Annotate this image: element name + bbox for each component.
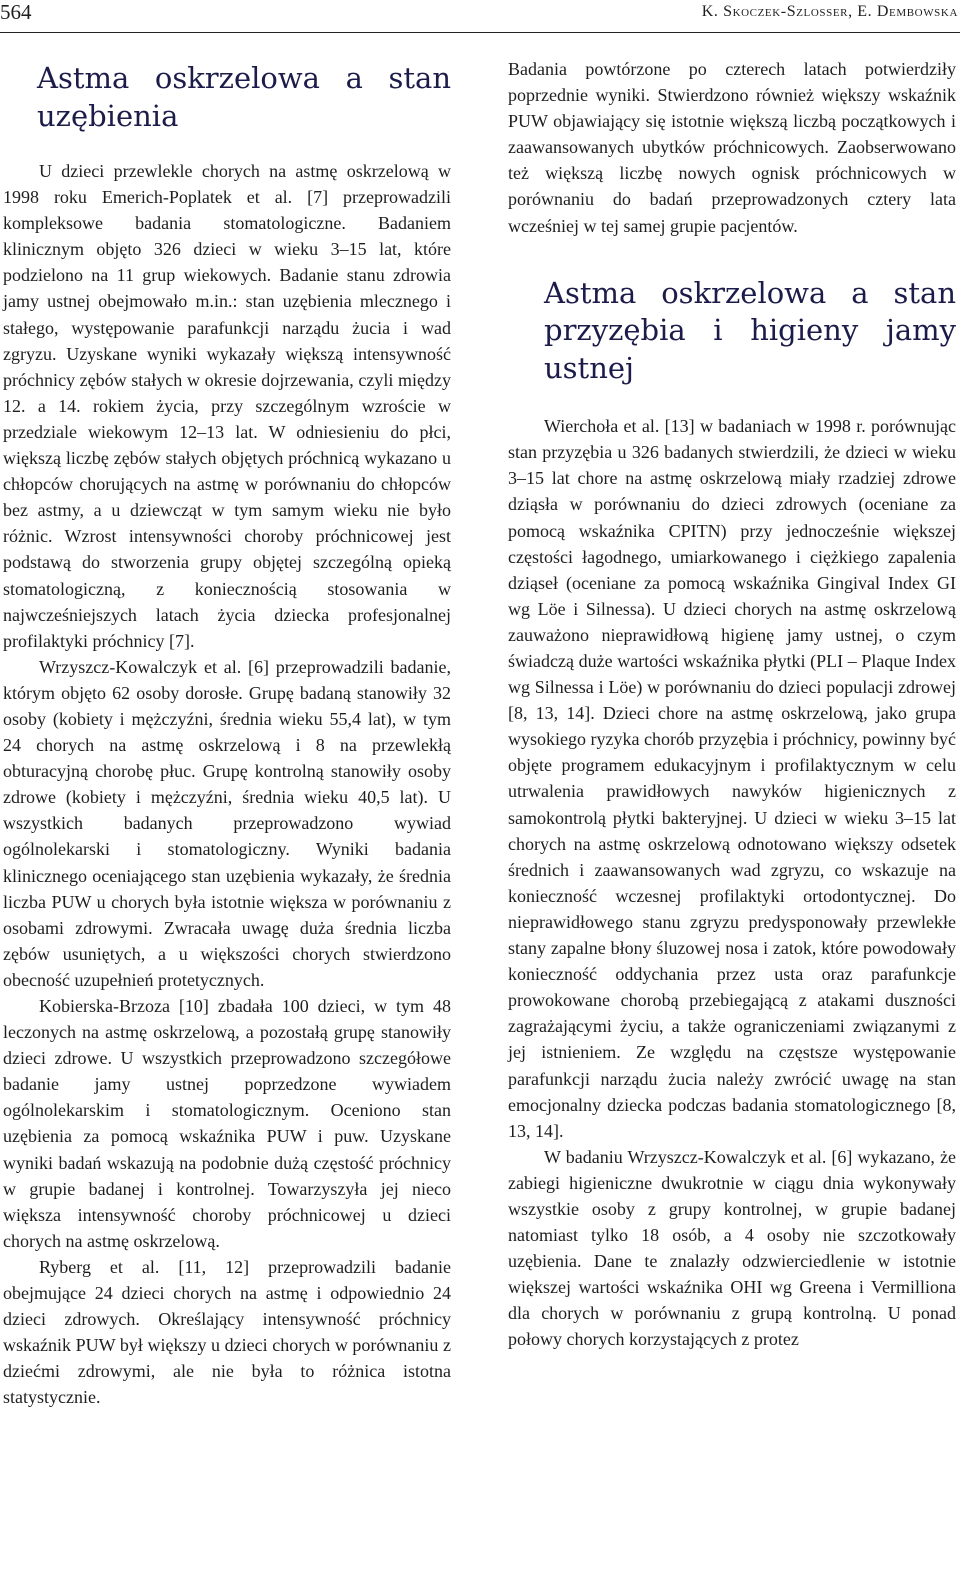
paragraph-continuation: Badania powtórzone po czterech latach potwierdziły poprzednie wyniki. Stwierdzono również większy wskaźnik PUW objawiający się istotnie większą liczbą początkowych i zaawansowanych ubytków próchnicowych. Zaobserwowano też większą liczbę nowych ognisk próchnicowych w porównaniu do badań przeprowadzonych cztery lata wcześniej w tej samej grupie pacjentów. bbox=[508, 59, 956, 236]
paragraph: Ryberg et al. [11, 12] przeprowadzili badanie obejmujące 24 dzieci chorych na astmę i odpowiednio 24 dzieci zdrowych. Określający intensywność próchnicy wskaźnik PUW był większy u dzieci chorych w porównaniu z dziećmi zdrowymi, ale nie była to różnica istotna statystycznie. bbox=[3, 1256, 451, 1408]
paragraph: U dzieci przewlekle chorych na astmę oskrzelową w 1998 roku Emerich-Poplatek et al. [7] przeprowadzili kompleksowe badania stomatologiczne. Badaniem klinicznym objęto 326 dzieci w wieku 3–15 lat, które podzielono na 11 grup wiekowych. Badanie stanu zdrowia jamy ustnej obejmowało m.in.: stan uzębienia mlecznego i stałego, występowanie parafunkcji narządu żucia i wad zgryzu. Uzyskane wyniki wykazały większą intensywność próchnicy zębów stałych w okresie dojrzewania, czyli między 12. a 14. rokiem życia, przy szczególnym wzroście w przedziale wiekowym 12–13 lat. W odniesieniu do płci, większą liczbę zębów stałych objętych próchnicą wykazano u chłopców chorujących na astmę w porównaniu do chłopców bez astmy, a u dziewcząt w tym samym wieku nie było różnic. Wzrost intensywności choroby próchnicowej jest podstawą do stworzenia grupy objętej szczególną opieką stomatologiczną, z koniecznością stosowania w najwcześniejszych latach życia dziecka profesjonalnej profilaktyki próchnicy [7]. bbox=[3, 161, 451, 651]
running-header bbox=[0, 0, 960, 32]
paragraph: Wrzyszcz-Kowalczyk et al. [6] przeprowadzili badanie, którym objęto 62 osoby dorosłe. Grupę badaną stanowiły 32 osoby (kobiety i mężczyźni, średnia wieku 55,4 lat), w tym 24 chorych na astmę oskrzelową i 8 na przewlekłą obturacyjną chorobę płuc. Grupę kontrolną stanowiły osoby zdrowe (kobiety i mężczyźni, średnia wieku 40,5 lat). U wszystkich badanych przeprowadzono wywiad ogólnolekarski i stomatologiczny. Wyniki badania klinicznego oceniającego stan uzębienia wykazały, że średnia liczba PUW u chorych była istotnie większa w porównaniu z osobami zdrowymi. Zwracała uwagę duża średnia liczba zębów usuniętych, a u większości chorych stwierdzono obecność uzupełnień protetycznych. bbox=[3, 656, 451, 990]
paragraph: W badaniu Wrzyszcz-Kowalczyk et al. [6] wykazano, że zabiegi higieniczne dwukrotnie w ciągu dnia wykonywały wszystkie osoby z grupy kontrolnej, w grupie badanej natomiast tylko 18 osób, a 4 osoby nie szczotkowały uzębienia. Dane te znalazły odzwierciedlenie w istotnie większej wartości wskaźnika OHI wg Greena i Vermilliona dla chorych w porównaniu z grupą kontrolną. U ponad połowy chorych korzystających z protez bbox=[508, 1146, 956, 1350]
paragraph: Wierchoła et al. [13] w badaniach w 1998 r. porównując stan przyzębia u 326 badanych stwierdzili, że dzieci w wieku 3–15 lat chore na astmę oskrzelową miały rzadziej zdrowe dziąsła w porównaniu do dzieci zdrowych (oceniane za pomocą wskaźnika CPITN) przy jednocześnie większej częstości łagodnego, umiarkowanego i ciężkiego zapalenia dziąseł (oceniane za pomocą wskaźnika Gingival Index GI wg Löe i Silnessa). U dzieci chorych na astmę oskrzelową zauważono nieprawidłową higienę jamy ustnej, o czym świadczą duże wartości wskaźnika płytki (PLI – Plaque Index wg Silnessa i Löe) w porównaniu do dzieci populacji zdrowej [8, 13, 14]. Dzieci chore na astmę oskrzelową, jako grupa wysokiego ryzyka chorób przyzębia i próchnicy, powinny być objęte programem edukacyjnym i profilaktycznym w celu utrwalenia prawidłowych nawyków higienicznych z samokontrolą płytki bakteryjnej. U dzieci w wieku 3–15 lat chorych na astmę oskrzelową odnotowano większy odsetek średnich i zaawansowanych wad zgryzu, co wskazuje na konieczność wczesnej profilaktyki ortodontycznej. Do nieprawidłowego stanu zgryzu predysponowały przewlekłe stany zapalne błony śluzowej nosa i zatok, które powodowały konieczność oddychania przez usta oraz parafunkcje prowokowane chorobą przebiegającą z atakami duszności zagrażającymi życiu, a także ograniczeniami związanymi z jej istnieniem. Ze względu na częstsze występowanie parafunkcji narządu żucia należy zwrócić uwagę na stan emocjonalny dziecka podczas badania stomatologicznego [8, 13, 14]. bbox=[508, 416, 956, 1141]
left-column bbox=[3, 56, 451, 1411]
page-number: 564 bbox=[0, 0, 32, 24]
section-title-teeth: Astma oskrzelowa a stan uzębienia bbox=[37, 61, 451, 133]
section-title-periodontium: Astma oskrzelowa a stan przyzębia i higieny jamy ustnej bbox=[544, 275, 956, 385]
right-column bbox=[508, 56, 956, 1353]
running-head-authors: K. Skoczek-Szlosser, E. Dembowska bbox=[701, 3, 958, 20]
header-rule bbox=[0, 32, 960, 33]
paragraph: Kobierska-Brzoza [10] zbadała 100 dzieci, w tym 48 leczonych na astmę oskrzelową, a pozostałą grupę stanowiły dzieci zdrowe. U wszystkich przeprowadzono szczegółowe badanie jamy ustnej poprzedzone wywiadem ogólnolekarskim i stomatologicznym. Oceniono stan uzębienia za pomocą wskaźnika PUW i puw. Uzyskane wyniki badań wskazują na podobnie dużą częstość próchnicy w grupie badanej i kontrolnej. Towarzyszyła jej nieco większa intensywność choroby próchnicowej u dzieci chorych na astmę oskrzelową. bbox=[3, 996, 451, 1251]
